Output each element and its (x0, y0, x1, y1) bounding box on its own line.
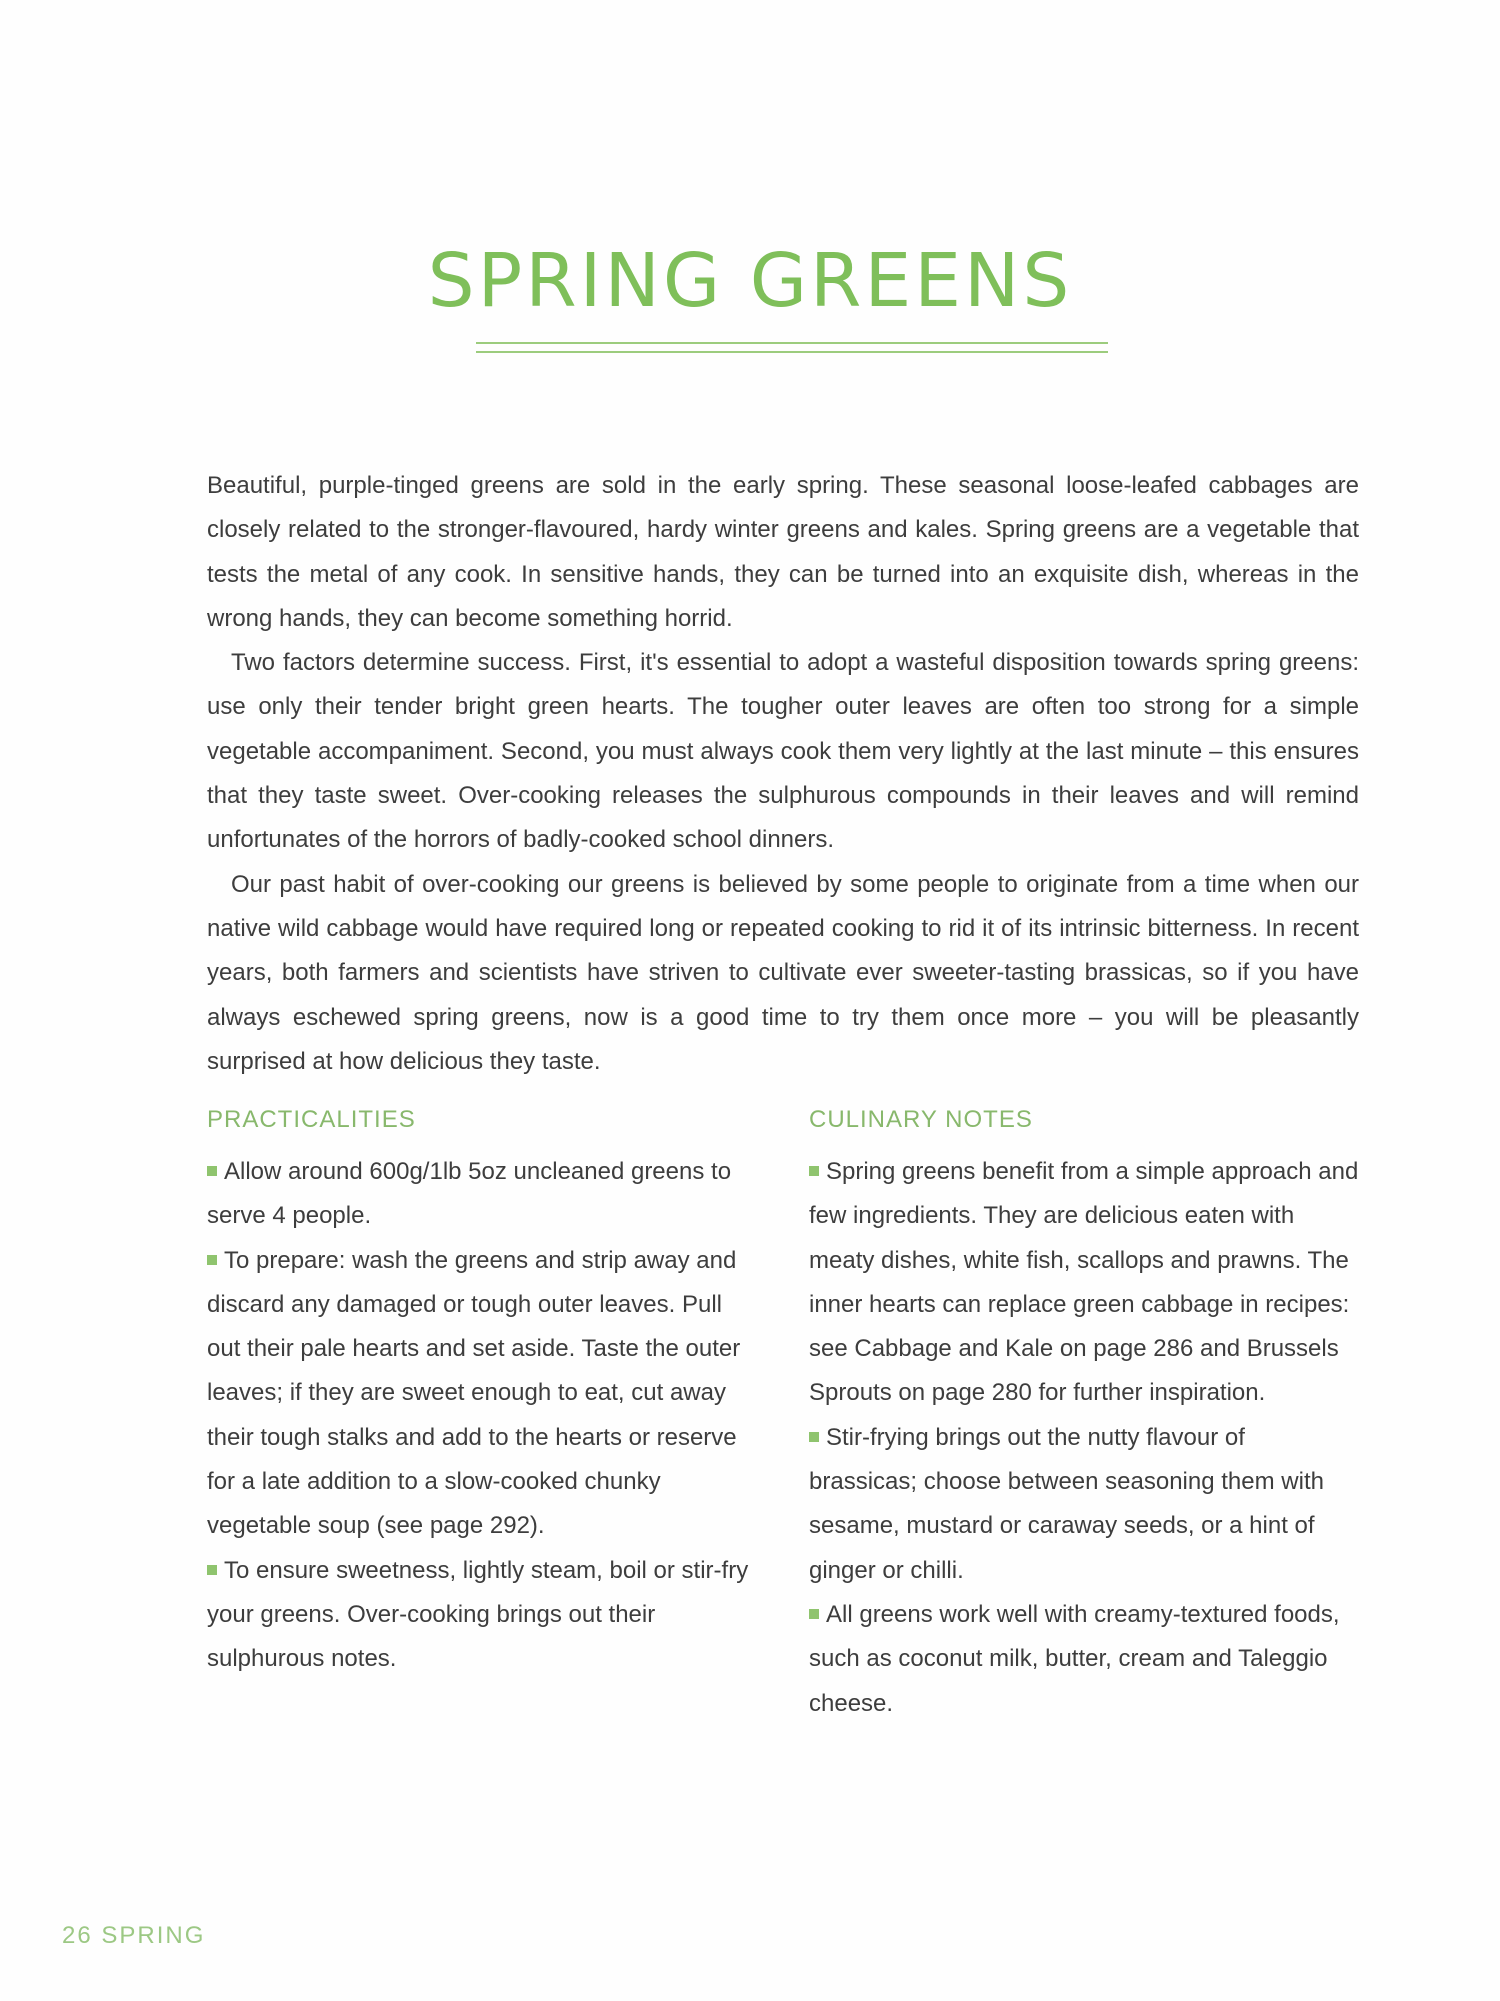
practicalities-heading: PRACTICALITIES (207, 1106, 416, 1133)
practicalities-item (207, 1549, 757, 1682)
culinary-notes-item-text: Spring greens benefit from a simple approach and few ingredients. They are delicious eaten with meaty dishes, white fish, scallops and prawns. The inner hearts can replace green cabbage in recipes: see Cabbage and Kale on page 286 and Brussels Sprouts on page 280 for further inspiration. (809, 1158, 1359, 1407)
culinary-notes-item (809, 1593, 1359, 1726)
intro-paragraph-3: Our past habit of over-cooking our greens is believed by some people to originate from a time when our native wild cabbage would have required long or repeated cooking to rid it of its intrinsic bitterness. In recent years, both farmers and scientists have striven to cultivate ever sweeter-tasting brassicas, so if you have always eschewed spring greens, now is a good time to try them once more – you will be pleasantly surprised at how delicious they taste. (207, 870, 1359, 1075)
green-square-bullet-icon (207, 1255, 217, 1265)
green-square-bullet-icon (207, 1565, 217, 1575)
green-square-bullet-icon (809, 1609, 819, 1619)
page-folio: 26 SPRING (62, 1922, 206, 1949)
culinary-notes-item-text: Stir-frying brings out the nutty flavour of brassicas; choose between seasoning them with sesame, mustard or caraway seeds, or a hint of ginger or chilli. (809, 1423, 1324, 1584)
practicalities-item-text: To ensure sweetness, lightly steam, boil or stir-fry your greens. Over-cooking brings out their sulphurous notes. (207, 1556, 749, 1673)
culinary-notes-item-text: All greens work well with creamy-textured foods, such as coconut milk, butter, cream and Taleggio cheese. (809, 1600, 1340, 1717)
title-double-rule (476, 342, 1108, 353)
green-square-bullet-icon (207, 1166, 217, 1176)
culinary-notes-column (809, 1104, 1359, 1726)
culinary-notes-item (809, 1150, 1359, 1416)
practicalities-column (207, 1104, 757, 1682)
culinary-notes-item (809, 1416, 1359, 1593)
intro-text (207, 464, 1359, 1084)
green-square-bullet-icon (809, 1432, 819, 1442)
practicalities-item (207, 1239, 757, 1549)
practicalities-item-text: Allow around 600g/1lb 5oz uncleaned greens to serve 4 people. (207, 1158, 732, 1230)
culinary-notes-heading: CULINARY NOTES (809, 1106, 1033, 1133)
green-square-bullet-icon (809, 1166, 819, 1176)
intro-paragraph-1: Beautiful, purple-tinged greens are sold in the early spring. These seasonal loose-leafed cabbages are closely related to the stronger-flavoured, hardy winter greens and kales. Spring greens are a vegetable that tests the metal of any cook. In sensitive hands, they can be turned into an exquisite dish, whereas in the wrong hands, they can become something horrid. (207, 472, 1359, 632)
practicalities-item-text: To prepare: wash the greens and strip away and discard any damaged or tough outer leaves. Pull out their pale hearts and set aside. Taste the outer leaves; if they are sweet enough to eat, cut away their tough stalks and add to the hearts or reserve for a late addition to a slow-cooked chunky vegetable soup (see page 292). (207, 1246, 741, 1540)
page-title: SPRING GREENS (427, 238, 1073, 324)
practicalities-item (207, 1150, 757, 1239)
intro-paragraph-2: Two factors determine success. First, it's essential to adopt a wasteful disposition towards spring greens: use only their tender bright green hearts. The tougher outer leaves are often too strong for a simple vegetable accompaniment. Second, you must always cook them very lightly at the last minute – this ensures that they taste sweet. Over-cooking releases the sulphurous compounds in their leaves and will remind unfortunates of the horrors of badly-cooked school dinners. (207, 649, 1359, 854)
